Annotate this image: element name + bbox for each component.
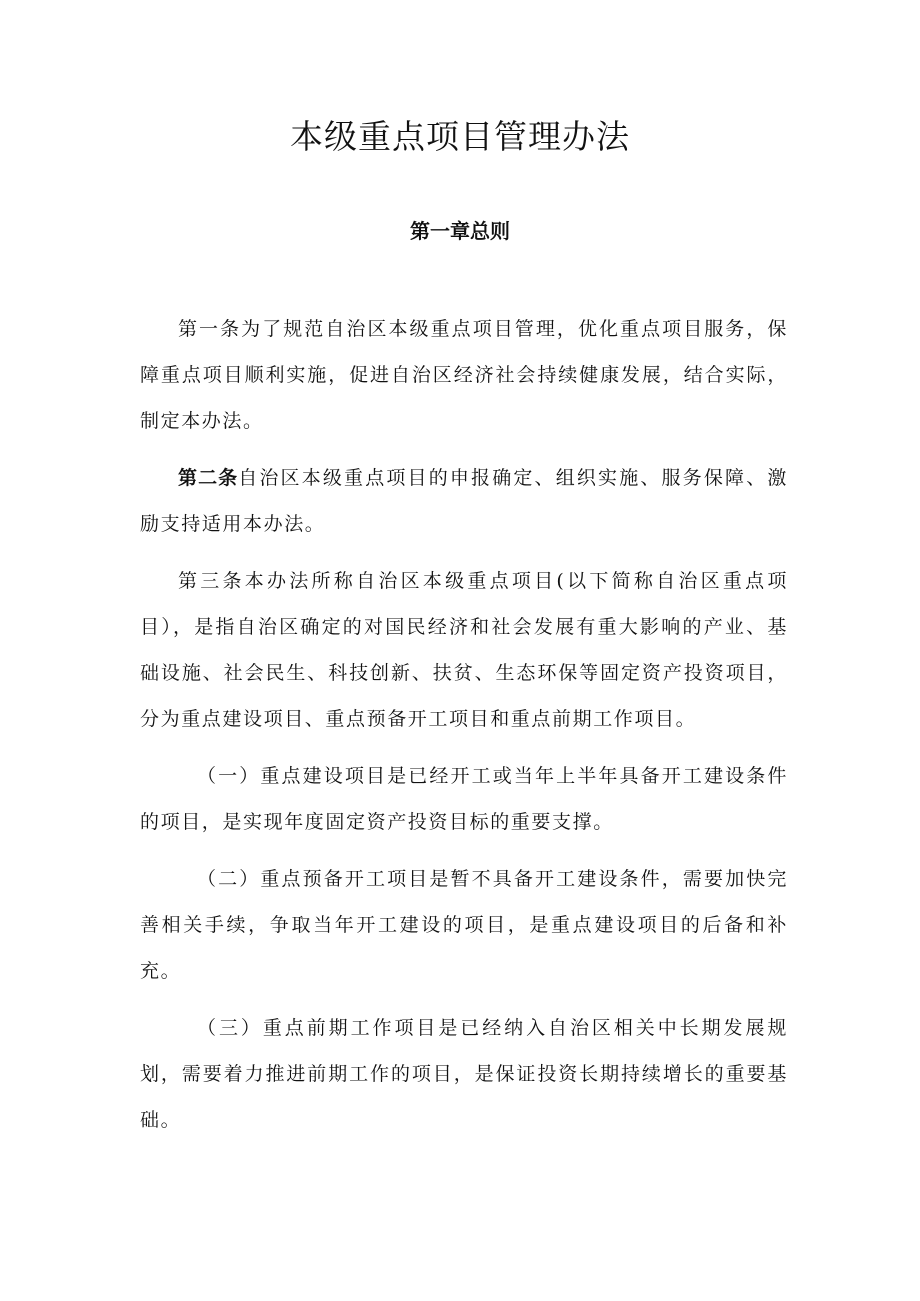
article-2-number: 第二条 (178, 467, 239, 489)
article-1-text: 第一条为了规范自治区本级重点项目管理，优化重点项目服务，保障重点项目顺利实施，促进自治区经济社会持续健康发展，结合实际，制定本办法。 (140, 318, 788, 432)
document-title: 本级重点项目管理办法 (290, 117, 630, 156)
article-3-item-3 (140, 1005, 788, 1143)
item-3-text: （三）重点前期工作项目是已经纳入自治区相关中长期发展规划，需要着力推进前期工作的项目，是保证投资长期持续增长的重要基础。 (140, 1017, 788, 1131)
article-3-paragraph (140, 558, 788, 742)
document-body (140, 306, 788, 1154)
article-3-text: 第三条本办法所称自治区本级重点项目(以下简称自治区重点项目），是指自治区确定的对国民经济和社会发展有重大影响的产业、基础设施、社会民生、科技创新、扶贫、生态环保等固定资产投资项目，分为重点建设项目、重点预备开工项目和重点前期工作项目。 (140, 570, 788, 730)
chapter-heading: 第一章总则 (410, 219, 510, 243)
item-2-text: （二）重点预备开工项目是暂不具备开工建设条件，需要加快完善相关手续，争取当年开工建设的项目，是重点建设项目的后备和补充。 (140, 868, 788, 982)
article-2-paragraph (140, 455, 788, 547)
article-3-item-1 (140, 753, 788, 845)
item-1-text: （一）重点建设项目是已经开工或当年上半年具备开工建设条件的项目，是实现年度固定资产投资目标的重要支撑。 (140, 765, 788, 833)
article-3-item-2 (140, 856, 788, 994)
article-2-text: 自治区本级重点项目的申报确定、组织实施、服务保障、激励支持适用本办法。 (140, 467, 788, 535)
article-1-paragraph (140, 306, 788, 444)
